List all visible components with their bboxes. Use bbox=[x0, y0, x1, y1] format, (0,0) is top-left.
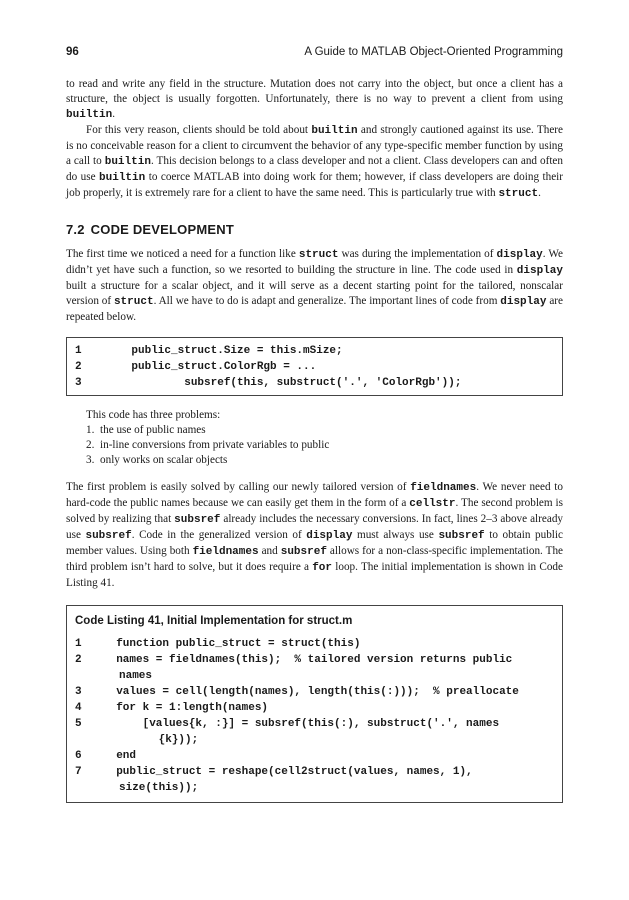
listing-line-continuation: size(this)); bbox=[119, 782, 199, 794]
paragraph-4: The first problem is easily solved by calling our newly tailored version of fieldnames. We never need to hard-code the public names because we can easily get them in the form of a cellstr. The second problem is solved by realizing that subsref already includes the necessary conversions. In fact, lines 2–3 above already use subsref. Code in the generalized version of display must always use subsref to obtain public member values. Using both fieldnames and subsref allows for a non-class-specific implementation. The third problem isn’t hard to solve, but it does require a for loop. The initial implementation is shown in Code Listing 41. bbox=[66, 481, 564, 589]
paragraph-1: to read and write any field in the structure. Mutation does not carry into the object, but once a client has a structure, the object is usually forgotten. Unfortunately, there is no way to prevent a client from using builtin. bbox=[66, 78, 563, 121]
problems-list bbox=[86, 423, 563, 468]
listing-line-continuation: {k})); bbox=[119, 734, 199, 746]
inline-code: subsref bbox=[280, 546, 327, 558]
line-number: 3 bbox=[75, 377, 82, 389]
code-snippet bbox=[66, 337, 563, 396]
inline-code: cellstr bbox=[409, 498, 456, 510]
section-title: CODE DEVELOPMENT bbox=[90, 222, 234, 237]
inline-code: subsref bbox=[85, 530, 132, 542]
listing-line: 6 end bbox=[75, 750, 137, 762]
code-line bbox=[75, 375, 554, 391]
paragraph-3: The first time we noticed a need for a function like struct was during the implementation of display. We didn’t yet have such a function, so we resorted to building the structure in line. The code used in display built a structure for a scalar object, and it will serve as a decent starting point for the tailored, nonscalar version of struct. All we have to do is adapt and generalize. The important lines of code from display are repeated below. bbox=[66, 248, 563, 323]
code-text: public_struct.Size = this.mSize; bbox=[105, 345, 343, 357]
inline-code: subsref bbox=[438, 530, 485, 542]
code-line bbox=[75, 359, 554, 375]
inline-code: struct bbox=[298, 249, 339, 261]
inline-code: struct bbox=[113, 296, 154, 308]
list-item: 3. only works on scalar objects bbox=[86, 454, 228, 466]
inline-code: fieldnames bbox=[192, 546, 259, 558]
inline-code: display bbox=[306, 530, 353, 542]
section-heading bbox=[66, 222, 563, 237]
listing-line-continuation: names bbox=[119, 670, 153, 682]
problems-intro: This code has three problems: bbox=[86, 409, 221, 421]
inline-code: builtin bbox=[66, 109, 113, 121]
code-listing bbox=[66, 605, 563, 803]
page-header bbox=[66, 46, 563, 62]
section-number: 7.2 bbox=[66, 222, 85, 237]
inline-code: display bbox=[496, 249, 543, 261]
code-line bbox=[75, 343, 554, 359]
listing-line: 4 for k = 1:length(names) bbox=[75, 702, 269, 714]
inline-code: display bbox=[500, 296, 547, 308]
listing-title: Code Listing 41, Initial Implementation for struct.m bbox=[75, 615, 353, 627]
inline-code: fieldnames bbox=[410, 482, 477, 494]
line-number: 2 bbox=[75, 361, 82, 373]
inline-code: for bbox=[312, 562, 333, 574]
inline-code: builtin bbox=[104, 156, 151, 168]
inline-code: builtin bbox=[311, 125, 358, 137]
code-text: public_struct.ColorRgb = ... bbox=[105, 361, 317, 373]
list-item: 2. in-line conversions from private variables to public bbox=[86, 439, 330, 451]
line-number: 1 bbox=[75, 345, 82, 357]
inline-code: builtin bbox=[99, 172, 146, 184]
listing-line: 2 names = fieldnames(this); % tailored version returns public bbox=[75, 654, 513, 666]
inline-code: struct bbox=[498, 188, 539, 200]
page-body bbox=[66, 77, 563, 803]
inline-code: display bbox=[516, 265, 563, 277]
paragraph-2: For this very reason, clients should be told about builtin and strongly cautioned against its use. There is no conceivable reason for a client to circumvent the behavior of any type-specific member function by using a call to builtin. This decision belongs to a class developer and not a client. Class developers can and often do use builtin to coerce MATLAB into doing work for them; however, if class developers are doing their job properly, it is extremely rare for a client to have the same need. This is particularly true with struct. bbox=[66, 124, 564, 200]
running-title: A Guide to MATLAB Object-Oriented Programming bbox=[304, 46, 563, 58]
listing-line: 7 public_struct = reshape(cell2struct(values, names, 1), bbox=[75, 766, 473, 778]
listing-line: 5 [values{k, :}] = subsref(this(:), substruct('.', names bbox=[75, 718, 500, 730]
listing-line: 3 values = cell(length(names), length(this(:))); % preallocate bbox=[75, 686, 519, 698]
code-text: subsref(this, substruct('.', 'ColorRgb')); bbox=[105, 377, 462, 389]
listing-line: 1 function public_struct = struct(this) bbox=[75, 638, 361, 650]
list-item: 1. the use of public names bbox=[86, 424, 206, 436]
page-number: 96 bbox=[66, 46, 79, 58]
inline-code: subsref bbox=[174, 514, 221, 526]
